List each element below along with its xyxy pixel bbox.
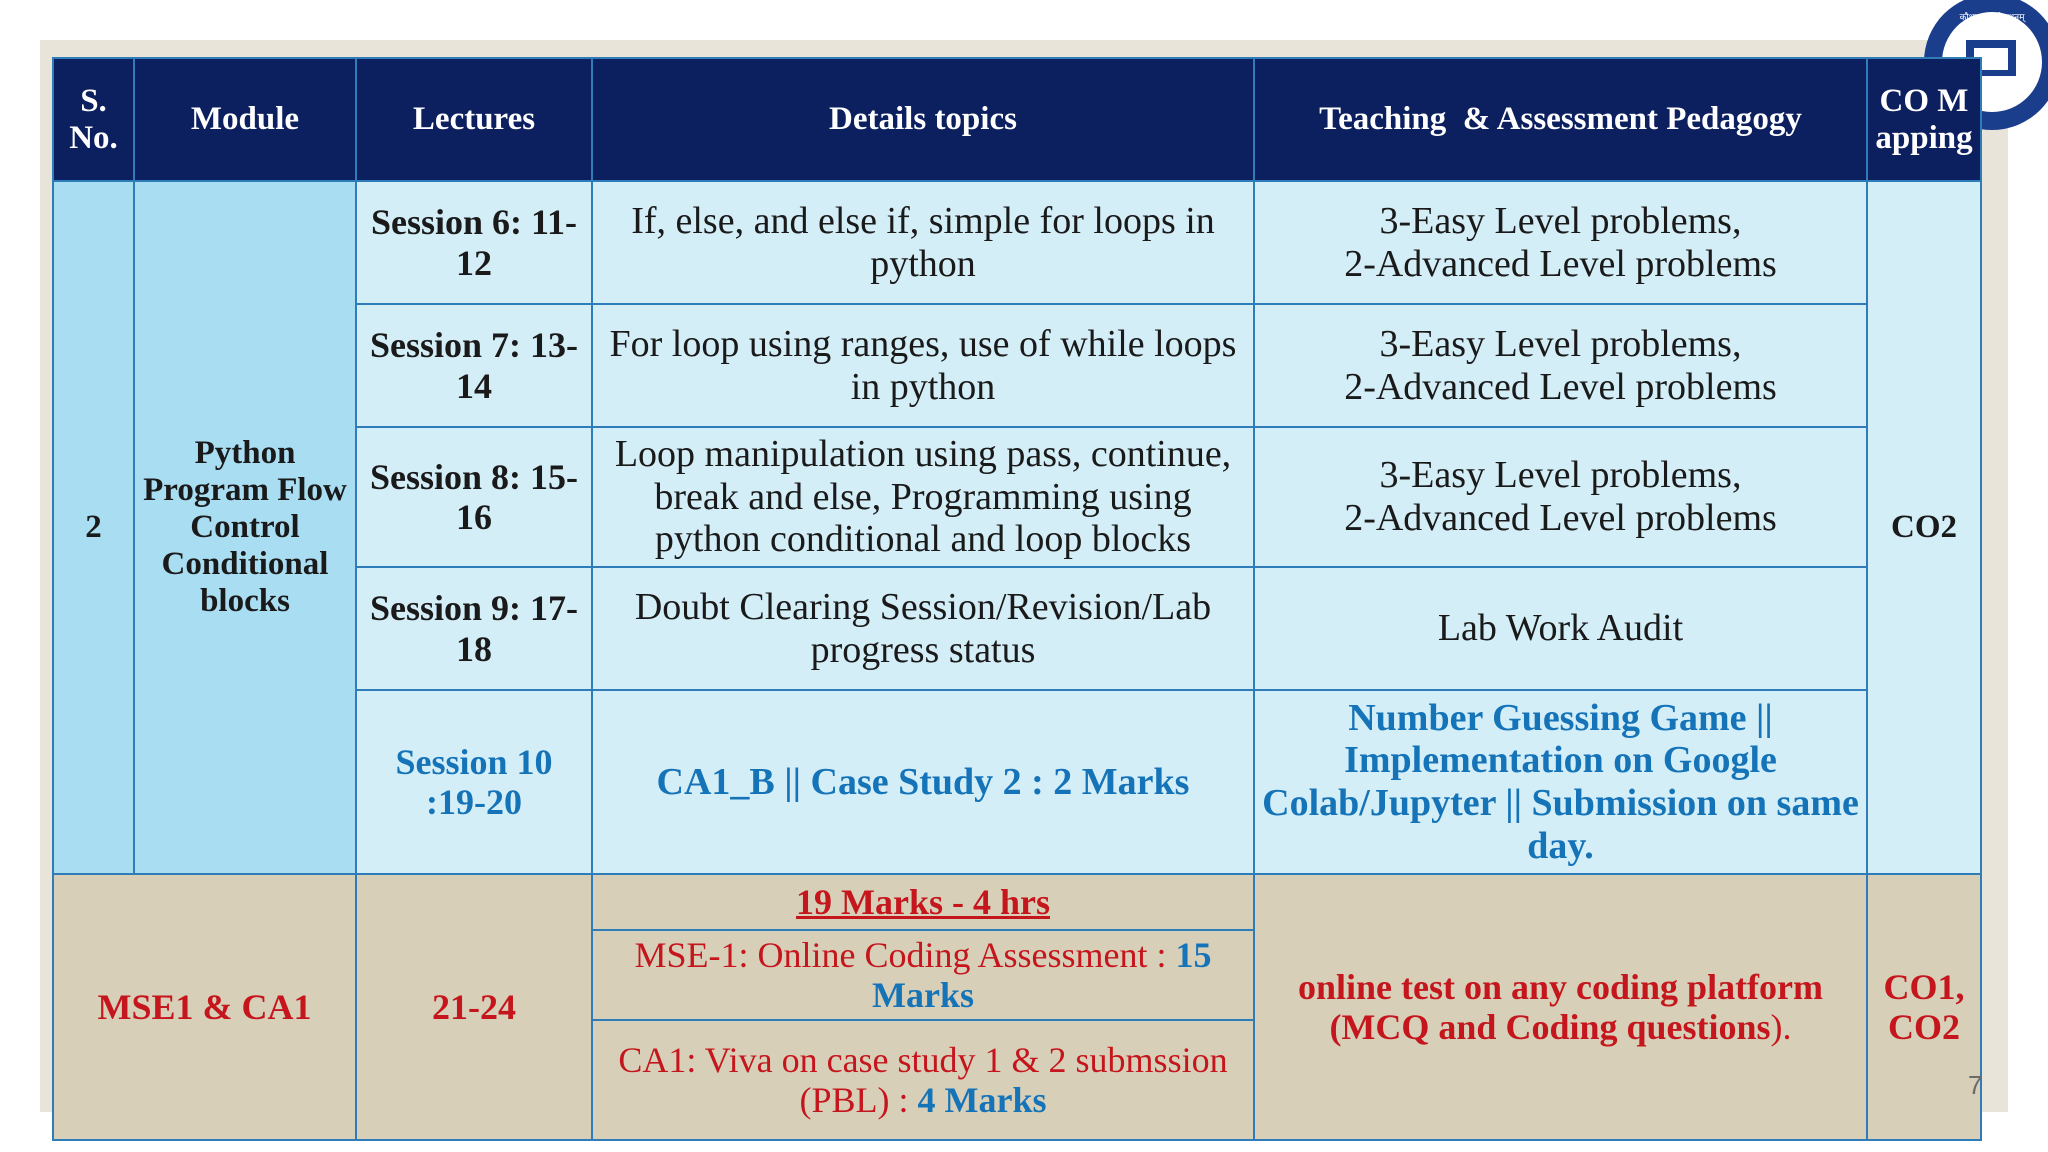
header-co-mapping: CO Mapping xyxy=(1867,58,1981,181)
lecture-session-10: Session 10 :19-20 xyxy=(356,690,592,874)
details-session-10: CA1_B || Case Study 2 : 2 Marks xyxy=(592,690,1254,874)
mse-ca1-viva xyxy=(592,1020,1254,1140)
mse-ca1-text: CA1: Viva on case study 1 & 2 submssion (PBL) : xyxy=(618,1039,1228,1120)
mse-marks-heading: 19 Marks - 4 hrs xyxy=(592,874,1254,930)
mse-pedagogy-text: online test on any coding platform (MCQ and Coding questions xyxy=(1297,966,1824,1047)
pedagogy-advanced: 2-Advanced Level problems xyxy=(1344,242,1777,285)
header-pedagogy: Teaching & Assessment Pedagogy xyxy=(1254,58,1867,181)
mse-pedagogy-end: ). xyxy=(1770,1007,1792,1047)
pedagogy-session-9: Lab Work Audit xyxy=(1254,567,1867,690)
lecture-session-9: Session 9: 17-18 xyxy=(356,567,592,690)
pedagogy-advanced: 2-Advanced Level problems xyxy=(1344,365,1777,408)
pedagogy-easy: 3-Easy Level problems, xyxy=(1379,322,1742,365)
mse-ca1-marks: 4 Marks xyxy=(917,1080,1047,1120)
header-sno: S. No. xyxy=(53,58,134,181)
table-row xyxy=(53,874,1981,930)
mse-lectures: 21-24 xyxy=(356,874,592,1140)
header-lectures: Lectures xyxy=(356,58,592,181)
details-session-9: Doubt Clearing Session/Revision/Lab progress status xyxy=(592,567,1254,690)
details-session-8: Loop manipulation using pass, continue, break and else, Programming using python conditional and loop blocks xyxy=(592,427,1254,567)
mse-co-mapping: CO1, CO2 xyxy=(1867,874,1981,1140)
module-number: 2 xyxy=(53,181,134,874)
header-module: Module xyxy=(134,58,356,181)
pedagogy-advanced: 2-Advanced Level problems xyxy=(1344,497,1777,539)
pedagogy-session-6 xyxy=(1254,181,1867,304)
table-row xyxy=(53,181,1981,304)
lecture-session-7: Session 7: 13-14 xyxy=(356,304,592,427)
syllabus-table xyxy=(52,57,1982,1141)
lecture-session-6: Session 6: 11-12 xyxy=(356,181,592,304)
mse-online-text: MSE-1: Online Coding Assessment : xyxy=(634,934,1176,975)
mse-pedagogy xyxy=(1254,874,1867,1140)
mse-module: MSE1 & CA1 xyxy=(53,874,356,1140)
details-session-7: For loop using ranges, use of while loops in python xyxy=(592,304,1254,427)
pedagogy-session-7 xyxy=(1254,304,1867,427)
pedagogy-session-10: Number Guessing Game || Implementation on Google Colab/Jupyter || Submission on same day. xyxy=(1254,690,1867,874)
details-session-6: If, else, and else if, simple for loops in python xyxy=(592,181,1254,304)
mse-online-assessment xyxy=(592,930,1254,1020)
co-mapping-module2: CO2 xyxy=(1867,181,1981,874)
lecture-session-8: Session 8: 15-16 xyxy=(356,427,592,567)
pedagogy-easy: 3-Easy Level problems, xyxy=(1379,199,1742,242)
pedagogy-session-8 xyxy=(1254,427,1867,567)
header-row xyxy=(53,58,1981,181)
page-number: 7 xyxy=(1968,1070,1983,1100)
header-details: Details topics xyxy=(592,58,1254,181)
mse-online-marks: 15 Marks xyxy=(872,934,1212,1015)
module-name: Python Program Flow Control Conditional blocks xyxy=(134,181,356,874)
pedagogy-easy: 3-Easy Level problems, xyxy=(1379,454,1742,497)
logo-motto: कौशलम् सर्वसाधनम् xyxy=(1959,13,2025,23)
